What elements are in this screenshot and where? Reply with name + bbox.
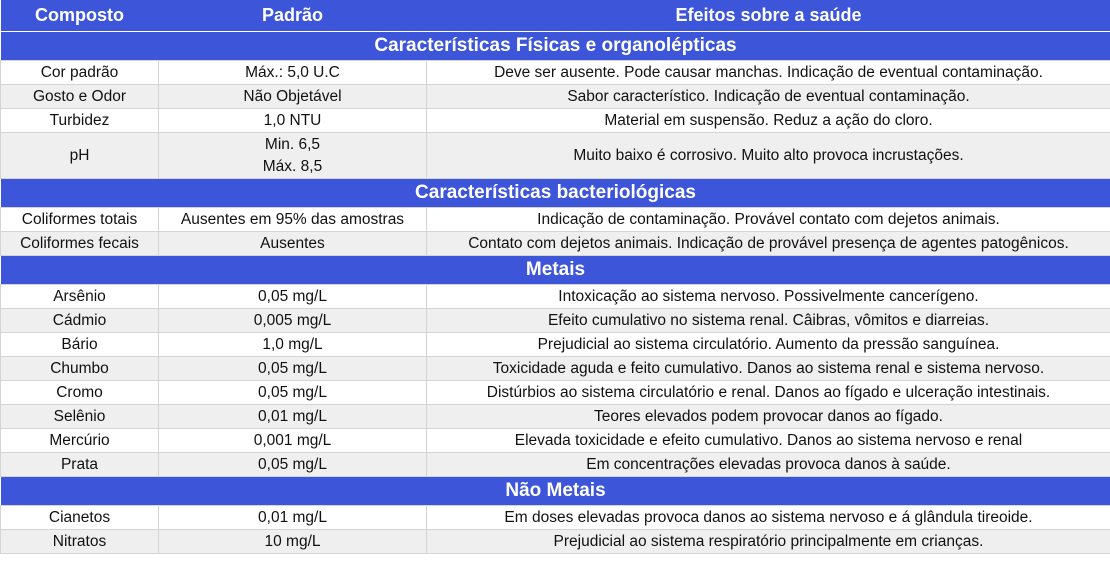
- padrao-max: Máx. 8,5: [262, 157, 323, 175]
- cell-padrao: 1,0 mg/L: [159, 333, 427, 357]
- section-title: Não Metais: [1, 477, 1110, 506]
- table-row: [1, 381, 1110, 405]
- cell-padrao: 0,01 mg/L: [159, 506, 427, 530]
- cell-padrao: 0,05 mg/L: [159, 285, 427, 309]
- table-row: [1, 285, 1110, 309]
- table-row: [1, 208, 1110, 232]
- cell-composto: Chumbo: [1, 357, 159, 381]
- cell-padrao: Máx.: 5,0 U.C: [159, 61, 427, 85]
- cell-padrao: 0,05 mg/L: [159, 381, 427, 405]
- cell-composto: Coliformes fecais: [1, 232, 159, 256]
- cell-padrao: 0,001 mg/L: [159, 429, 427, 453]
- cell-efeito: Contato com dejetos animais. Indicação de provável presença de agentes patogênicos.: [427, 232, 1110, 256]
- cell-composto: Gosto e Odor: [1, 85, 159, 109]
- cell-composto: Cor padrão: [1, 61, 159, 85]
- cell-padrao: 0,005 mg/L: [159, 309, 427, 333]
- section-header: [1, 179, 1110, 208]
- cell-padrao: [159, 133, 427, 179]
- table-row: [1, 309, 1110, 333]
- cell-composto: Coliformes totais: [1, 208, 159, 232]
- cell-composto: Mercúrio: [1, 429, 159, 453]
- cell-padrao: Ausentes: [159, 232, 427, 256]
- section-header: [1, 32, 1110, 61]
- cell-efeito: Muito baixo é corrosivo. Muito alto provoca incrustações.: [427, 133, 1110, 179]
- cell-composto: Arsênio: [1, 285, 159, 309]
- header-padrao: Padrão: [159, 0, 427, 32]
- cell-padrao: 0,01 mg/L: [159, 405, 427, 429]
- table-row: [1, 405, 1110, 429]
- cell-composto: Prata: [1, 453, 159, 477]
- section-header: [1, 477, 1110, 506]
- cell-padrao: 0,05 mg/L: [159, 453, 427, 477]
- section-title: Características bacteriológicas: [1, 179, 1110, 208]
- cell-efeito: Sabor característico. Indicação de eventual contaminação.: [427, 85, 1110, 109]
- cell-padrao: Ausentes em 95% das amostras: [159, 208, 427, 232]
- cell-efeito: Teores elevados podem provocar danos ao fígado.: [427, 405, 1110, 429]
- cell-efeito: Em concentrações elevadas provoca danos à saúde.: [427, 453, 1110, 477]
- cell-padrao: Não Objetável: [159, 85, 427, 109]
- table-row: [1, 109, 1110, 133]
- cell-efeito: Toxicidade aguda e feito cumulativo. Danos ao sistema renal e sistema nervoso.: [427, 357, 1110, 381]
- cell-composto: Selênio: [1, 405, 159, 429]
- table-row: [1, 453, 1110, 477]
- cell-padrao: 10 mg/L: [159, 530, 427, 554]
- cell-composto: Cromo: [1, 381, 159, 405]
- cell-composto: Nitratos: [1, 530, 159, 554]
- cell-composto: Bário: [1, 333, 159, 357]
- cell-padrao: 0,05 mg/L: [159, 357, 427, 381]
- padrao-min: Min. 6,5: [264, 135, 321, 153]
- section-title: Características Físicas e organolépticas: [1, 32, 1110, 61]
- cell-composto: Turbidez: [1, 109, 159, 133]
- cell-padrao: 1,0 NTU: [159, 109, 427, 133]
- cell-efeito: Deve ser ausente. Pode causar manchas. Indicação de eventual contaminação.: [427, 61, 1110, 85]
- cell-efeito: Intoxicação ao sistema nervoso. Possivelmente cancerígeno.: [427, 285, 1110, 309]
- table-row: [1, 133, 1110, 179]
- section-header: [1, 256, 1110, 285]
- table-row: [1, 429, 1110, 453]
- cell-efeito: Em doses elevadas provoca danos ao sistema nervoso e á glândula tireoide.: [427, 506, 1110, 530]
- header-row: [1, 0, 1110, 32]
- section-title: Metais: [1, 256, 1110, 285]
- cell-efeito: Distúrbios ao sistema circulatório e renal. Danos ao fígado e ulceração intestinais.: [427, 381, 1110, 405]
- cell-efeito: Efeito cumulativo no sistema renal. Câibras, vômitos e diarreias.: [427, 309, 1110, 333]
- table-row: [1, 506, 1110, 530]
- cell-efeito: Indicação de contaminação. Provável contato com dejetos animais.: [427, 208, 1110, 232]
- table-row: [1, 357, 1110, 381]
- cell-efeito: Prejudicial ao sistema respiratório principalmente em crianças.: [427, 530, 1110, 554]
- table-row: [1, 61, 1110, 85]
- table-row: [1, 530, 1110, 554]
- table-row: [1, 232, 1110, 256]
- cell-composto: pH: [1, 133, 159, 179]
- cell-efeito: Material em suspensão. Reduz a ação do cloro.: [427, 109, 1110, 133]
- table-row: [1, 333, 1110, 357]
- cell-composto: Cádmio: [1, 309, 159, 333]
- cell-efeito: Elevada toxicidade e efeito cumulativo. Danos ao sistema nervoso e renal: [427, 429, 1110, 453]
- cell-efeito: Prejudicial ao sistema circulatório. Aumento da pressão sanguínea.: [427, 333, 1110, 357]
- header-composto: Composto: [1, 0, 159, 32]
- header-efeitos: Efeitos sobre a saúde: [427, 0, 1110, 32]
- cell-composto: Cianetos: [1, 506, 159, 530]
- table-row: [1, 85, 1110, 109]
